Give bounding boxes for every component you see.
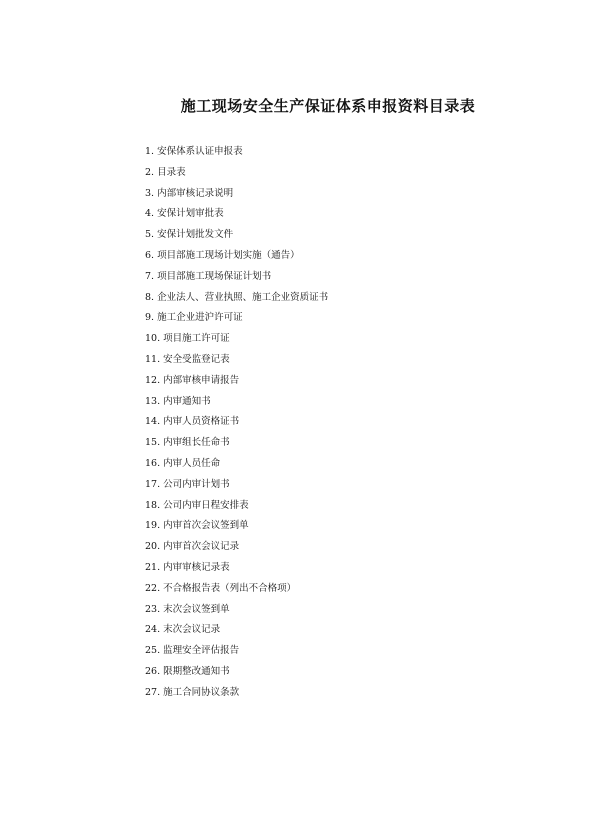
- list-item: 9. 施工企业进沪许可证: [145, 312, 243, 324]
- list-item: 22. 不合格报告表（列出不合格项）: [145, 582, 297, 594]
- list-item: 7. 项目部施工现场保证计划书: [145, 270, 272, 282]
- list-item: 1. 安保体系认证申报表: [145, 146, 243, 157]
- list-item: 12. 内部审核申请报告: [145, 374, 240, 386]
- list-item: 21. 内审审核记录表: [145, 561, 230, 573]
- list-item: 15. 内审组长任命书: [145, 437, 230, 449]
- list-item: 27. 施工合同协议条款: [145, 686, 240, 698]
- list-item: 4. 安保计划审批表: [145, 208, 224, 220]
- list-item: 16. 内审人员任命: [145, 457, 221, 469]
- list-item: 24. 末次会议记录: [145, 624, 221, 636]
- list-item: 26. 限期整改通知书: [145, 665, 230, 677]
- list-item: 20. 内审首次会议记录: [145, 541, 240, 553]
- list-item: 18. 公司内审日程安排表: [145, 499, 249, 511]
- list-item: 5. 安保计划批发文件: [145, 229, 234, 241]
- list-item: 14. 内审人员资格证书: [145, 416, 240, 428]
- list-item: 10. 项目施工许可证: [145, 333, 230, 345]
- list-item: 3. 内部审核记录说明: [145, 187, 234, 199]
- table-of-contents: [145, 145, 328, 707]
- list-item: 2. 目录表: [145, 166, 186, 178]
- list-item: 17. 公司内审计划书: [145, 478, 230, 490]
- document-title: 施工现场安全生产保证体系申报资料目录表: [180, 97, 476, 115]
- list-item: 19. 内审首次会议签到单: [145, 520, 249, 532]
- list-item: 23. 末次会议签到单: [145, 603, 230, 615]
- list-item: 13. 内审通知书: [145, 395, 211, 407]
- list-item: 8. 企业法人、营业执照、施工企业资质证书: [145, 291, 329, 303]
- list-item: 25. 监理安全评估报告: [145, 645, 240, 657]
- list-item: 11. 安全受监登记表: [145, 353, 230, 365]
- list-item: 6. 项目部施工现场计划实施（通告）: [145, 249, 300, 261]
